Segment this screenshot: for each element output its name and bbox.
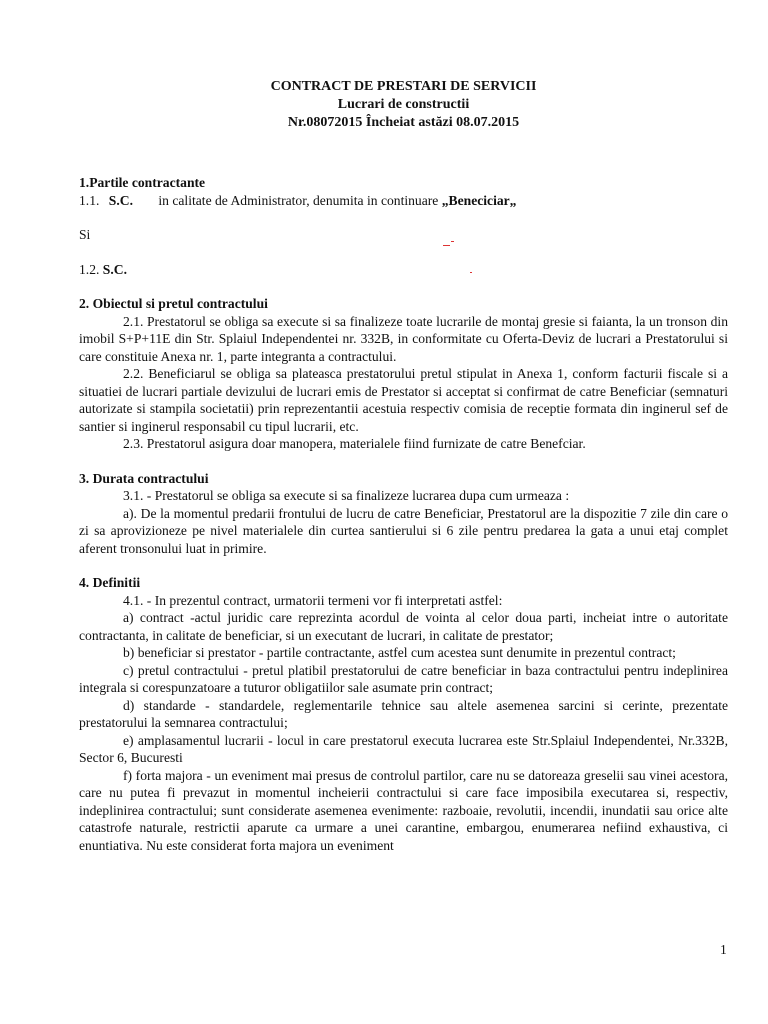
- clause-2-2: 2.2. Beneficiarul se obliga sa plateasca prestatorului pretul stipulat in Anexa 1, conform facturii fiscale si a situatiei de lucrari partiale devizului de lucrari emis de Prestator si acceptat si confirmat de catre Beneficiar (semnaturi autorizate si stampila societatii) prin reprezentantii acestuia respectiv comisia de receptie formata din inginerul sef de santier si inginerul responsabil cu tipul lucrarii, etc.: [79, 366, 728, 434]
- clause-2-1: 2.1. Prestatorul se obliga sa execute si sa finalizeze toate lucrarile de montaj gresie si faianta, la un tronson din imobil S+P+11E din Str. Splaiul Independentei nr. 332B, in conformitate cu Oferta-Deviz de lucrari a Prestatorului si care constituie Anexa nr. 1, parte integranta a contractului.: [79, 313, 728, 364]
- conjunction-si: Si: [79, 227, 91, 242]
- section-duration: [79, 470, 728, 558]
- page-number: 1: [720, 942, 727, 957]
- definition-a: a) contract -actul juridic care reprezinta acordul de vointa al celor doua parti, incheiat intre o autoritate contractanta, in calitate de beneficiar, si un executant de lucrari, in calitate de prestator;: [79, 610, 728, 643]
- section-4-heading: 4. Definitii: [79, 575, 141, 590]
- contract-title: [79, 78, 728, 132]
- party-1-text: in calitate de Administrator, denumita in continuare: [158, 192, 442, 208]
- document-page: [79, 78, 728, 854]
- definition-f: f) forta majora - un eveniment mai presus de controlul partilor, care nu se datoreaza greselii sau vinei acestora, care nu putea fi prevazut in momentul incheierii contractului si care face imposibila executarea si, respectiv, indeplinirea contractului; sunt considerate asemenea evenimente: razboaie, revolutii, incendii, inundatii sau orice alte catastrofe naturale, restrictii aparute ca urmare a unei carantine, embargou, enumerarea nefiind exhaustiva, ci enuntiativa. Nu este considerat forta majora un eveniment: [79, 767, 728, 853]
- section-definitions: [79, 574, 728, 854]
- clause-2-3: 2.3. Prestatorul asigura doar manopera, materialele fiind furnizate de catre Benefciar.: [123, 436, 586, 451]
- party-2-sc: S.C.: [102, 261, 127, 277]
- red-mark: [451, 241, 454, 242]
- section-parties: [79, 174, 728, 278]
- definition-b: b) beneficiar si prestator - partile contractante, astfel cum acestea sunt denumite in prezentul contract;: [123, 645, 676, 660]
- red-mark: [443, 245, 450, 246]
- title-line-3: Nr.08072015 Încheiat astăzi 08.07.2015: [287, 115, 520, 130]
- party-1-sc: S.C.: [108, 192, 133, 208]
- party-1-role: „Beneciciar„: [441, 192, 517, 208]
- definition-d: d) standarde - standardele, reglementarile tehnice sau altele asemenea sarcini si cerinte, prezentate prestatorului la semnarea contractului;: [79, 697, 728, 730]
- party-1-number: 1.1.: [79, 192, 100, 208]
- party-2: [79, 261, 728, 279]
- party-2-number: 1.2.: [79, 261, 100, 277]
- title-line-2: Lucrari de constructii: [337, 97, 470, 112]
- section-object-price: [79, 295, 728, 453]
- red-mark: [470, 272, 472, 273]
- section-2-heading: 2. Obiectul si pretul contractului: [79, 296, 268, 311]
- clause-4-1: 4.1. - In prezentul contract, urmatorii termeni vor fi interpretati astfel:: [123, 592, 503, 608]
- clause-3-1-a: a). De la momentul predarii frontului de lucru de catre Beneficiar, Prestatorul are la dispozitie 7 zile din care o zi sa aprovizioneze pe nivel materialele din curtea santierului si 6 zile pentru predarea la gata a unui etaj complet aferent tronsonului luat in primire.: [79, 505, 728, 556]
- section-1-heading: 1.Partile contractante: [79, 175, 206, 190]
- definition-c: c) pretul contractului - pretul platibil prestatorului de catre beneficiar in baza contractului pentru indeplinirea integrala si corespunzatoare a tuturor obligatiilor sale asumate prin contract;: [79, 662, 728, 695]
- definition-e: e) amplasamentul lucrarii - locul in care prestatorul executa lucrarea este Str.Splaiul Independentei, Nr.332B, Sector 6, Bucuresti: [79, 732, 728, 765]
- clause-3-1: 3.1. - Prestatorul se obliga sa execute si sa finalizeze lucrarea dupa cum urmeaza :: [123, 488, 570, 503]
- title-line-1: CONTRACT DE PRESTARI DE SERVICII: [270, 79, 537, 94]
- party-1: [79, 192, 728, 210]
- section-3-heading: 3. Durata contractului: [79, 470, 209, 486]
